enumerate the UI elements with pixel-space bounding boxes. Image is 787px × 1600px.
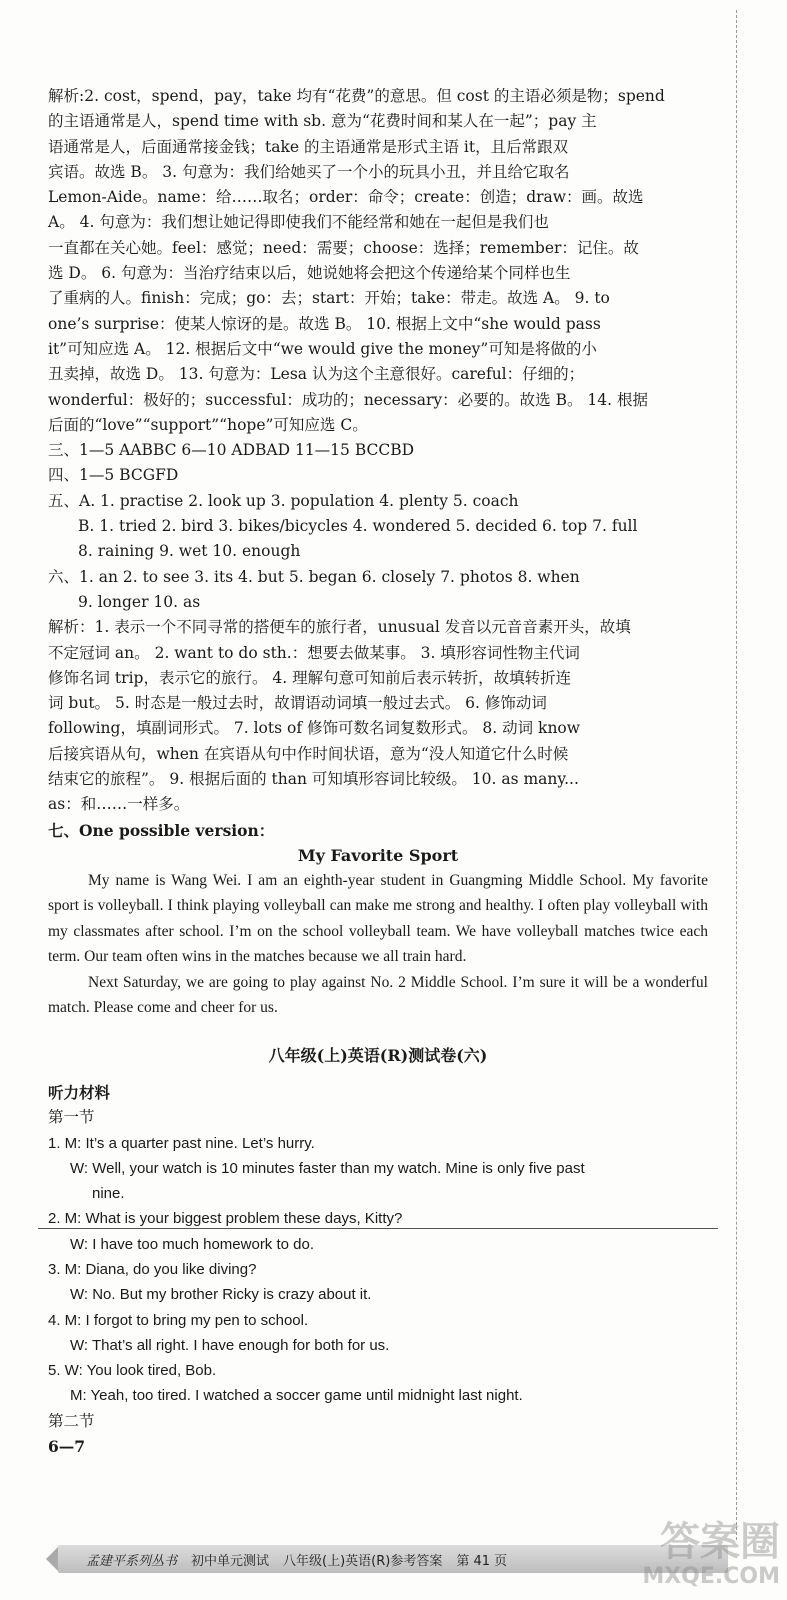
part-2-first-item: 6—7 [48, 1437, 86, 1457]
dialog-line: W: I have too much homework to do. [70, 1235, 315, 1253]
analysis-line: A。 4. 句意为：我们想让她记得即使我们不能经常和她在一起但是我们也 [48, 213, 549, 232]
analysis-line: 的主语通常是人，spend time with sb. 意为“花费时间和某人在一起”；pay 主 [48, 112, 597, 131]
section-5b-answers-cont: 8. raining 9. wet 10. enough [78, 542, 301, 561]
listening-title: 听力材料 [48, 1082, 111, 1102]
analysis-line: 一直都在关心她。feel：感觉；need：需要；choose：选择；remember：记住。故 [48, 238, 639, 257]
analysis-block-1 [48, 84, 708, 438]
dialog-line: 5. W: You look tired, Bob. [48, 1362, 217, 1380]
analysis-line: 丑卖掉，故选 D。 13. 句意为：Lesa 认为这个主意很好。careful：仔细的； [48, 365, 585, 384]
section-3-answers: 三、1—5 AABBC 6—10 ADBAD 11—15 BCCBD [48, 441, 415, 460]
analysis-line: Lemon-Aide。name：给……取名；order：命令；create：创造；draw：画。故选 [48, 188, 644, 207]
test-title: 八年级(上)英语(R)测试卷(六) [268, 1045, 488, 1065]
footer-series: 孟建平系列丛书 [86, 1553, 178, 1569]
analysis-line: 后接宾语从句，when 在宾语从句中作时间状语，意为“没人知道它什么时候 [48, 744, 569, 763]
essay-body [48, 868, 708, 1021]
dialog-line: W: No. But my brother Ricky is crazy about it. [70, 1286, 372, 1304]
binding-dashed-line [736, 10, 738, 1540]
analysis-line: 修饰名词 trip，表示它的旅行。 4. 理解句意可知前后表示转折，故填转折连 [48, 668, 572, 687]
part-2-heading: 第二节 [48, 1411, 95, 1430]
listening-dialog [48, 1131, 708, 1409]
answer-page [48, 84, 708, 1459]
analysis-line: as：和……一样多。 [48, 795, 190, 814]
section-7-heading: 七、One possible version： [48, 820, 275, 840]
dialog-line: 3. M: Diana, do you like diving? [48, 1260, 257, 1278]
dialog-line: W: Well, your watch is 10 minutes faster than my watch. Mine is only five past [70, 1159, 585, 1177]
analysis-line: following，填副词形式。 7. lots of 修饰可数名词复数形式。 8. 动词 know [48, 719, 581, 738]
analysis-line: 语通常是人，后面通常接金钱；take 的主语通常是形式主语 it，且后常跟双 [48, 137, 569, 156]
footer-book: 初中单元测试 [191, 1553, 270, 1569]
dialog-line: nine. [92, 1185, 125, 1203]
analysis-line: 解析：1. 表示一个不同寻常的搭便车的旅行者，unusual 发音以元音音素开头，故填 [48, 618, 631, 637]
analysis-line: 了重病的人。finish：完成；go：去；start：开始；take：带走。故选 A。 9. to [48, 289, 610, 308]
analysis-line: 后面的“love”“support”“hope”可知应选 C。 [48, 415, 368, 434]
footer-subject: 八年级(上)英语(R)参考答案 [283, 1553, 443, 1569]
section-6-answers-cont: 9. longer 10. as [78, 592, 201, 611]
section-4-answers: 四、1—5 BCGFD [48, 466, 179, 485]
section-5a-answers: 五、A. 1. practise 2. look up 3. population 4. plenty 5. coach [48, 491, 519, 510]
essay-title: My Favorite Sport [297, 845, 459, 865]
analysis-block-2 [48, 615, 708, 817]
dialog-line: W: That’s all right. I have enough for both for us. [70, 1336, 390, 1354]
section-5b-answers: B. 1. tried 2. bird 3. bikes/bicycles 4. wondered 5. decided 6. top 7. full [78, 517, 638, 536]
analysis-line: 解析:2. cost，spend，pay，take 均有“花费”的意思。但 cost 的主语必须是物；spend [48, 87, 665, 105]
analysis-line: 词 but。 5. 时态是一般过去时，故谓语动词填一般过去式。 6. 修饰动词 [48, 694, 547, 713]
analysis-line: 选 D。 6. 句意为：当治疗结束以后，她说她将会把这个传递给某个同样也生 [48, 264, 571, 283]
essay-paragraph: Next Saturday, we are going to play against No. 2 Middle School. I’m sure it will be a wonderful match. Please come and cheer for us. [48, 973, 708, 1017]
dialog-line: 4. M: I forgot to bring my pen to school. [48, 1311, 309, 1329]
cut-line [38, 1228, 718, 1229]
dialog-line: 1. M: It’s a quarter past nine. Let’s hurry. [48, 1134, 315, 1152]
analysis-line: it”可知应选 A。 12. 根据后文中“we would give the money”可知是将做的小 [48, 339, 597, 358]
analysis-line: one’s surprise：使某人惊讶的是。故选 B。 10. 根据上文中“she would pass [48, 314, 601, 333]
section-6-answers: 六、1. an 2. to see 3. its 4. but 5. began 6. closely 7. photos 8. when [48, 567, 580, 586]
dialog-line: M: Yeah, too tired. I watched a soccer game until midnight last night. [70, 1387, 523, 1405]
analysis-line: 宾语。故选 B。 3. 句意为：我们给她买了一个小的玩具小丑，并且给它取名 [48, 162, 570, 181]
dialog-line: 2. M: What is your biggest problem these days, Kitty? [48, 1210, 403, 1228]
watermark-text: 答案圈 [660, 1519, 780, 1565]
analysis-line: wonderful：极好的；successful：成功的；necessary：必要的。故选 B。 14. 根据 [48, 390, 648, 409]
analysis-line: 结束它的旅程”。 9. 根据后面的 than 可知填形容词比较级。 10. as many... [48, 770, 579, 789]
footer-page-number: 第 41 页 [456, 1553, 508, 1569]
watermark-url: MXQE.COM [642, 1564, 780, 1589]
analysis-line: 不定冠词 an。 2. want to do sth.：想要去做某事。 3. 填形容词性物主代词 [48, 643, 580, 662]
part-1-heading: 第一节 [48, 1108, 95, 1127]
watermark-logo [600, 1520, 780, 1595]
essay-paragraph: My name is Wang Wei. I am an eighth-year student in Guangming Middle School. My favorite sport is volleyball. I think playing volleyball can make me strong and healthy. I often play volleyball with my classmates after school. I’m on the school volleyball team. We have volleyball matches twice each term. Our team often wins in the matches because we all train hard. [48, 871, 708, 966]
